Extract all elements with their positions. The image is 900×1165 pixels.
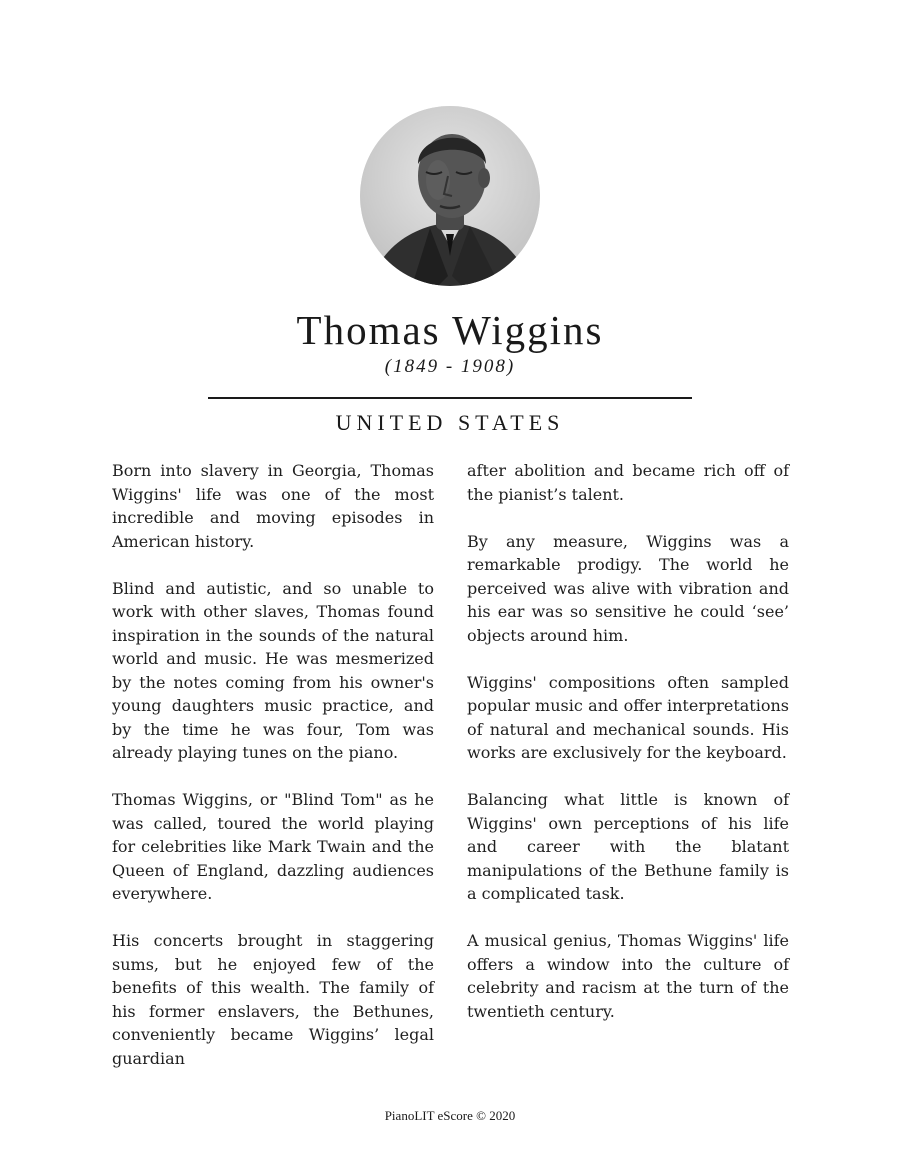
composer-country: UNITED STATES xyxy=(335,410,565,435)
footer-copyright: PianoLIT eScore © 2020 xyxy=(384,1108,516,1123)
composer-dates: (1849 - 1908) xyxy=(384,356,516,377)
biography-paragraph: His concerts brought in staggering sums, but he enjoyed few of the benefits of this wealth. The family of his former enslavers, the Bethunes, conveniently became Wiggins’ legal guardian xyxy=(112,931,434,1068)
biography-paragraph: Born into slavery in Georgia, Thomas Wiggins' life was one of the most incredible and moving episodes in American history. xyxy=(112,461,434,551)
portrait-photo-icon xyxy=(360,106,540,286)
biography-paragraph: Balancing what little is known of Wiggins' own perceptions of his life and career with the blatant manipulations of the Bethune family is a complicated task. xyxy=(467,790,789,903)
biography-paragraph: By any measure, Wiggins was a remarkable prodigy. The world he perceived was alive with vibration and his ear was so sensitive he could ‘see’ objects around him. xyxy=(467,531,789,645)
composer-name: Thomas Wiggins xyxy=(296,307,604,353)
biography-left-column xyxy=(112,459,434,1094)
biography-paragraph: A musical genius, Thomas Wiggins' life offers a window into the culture of celebrity and racism at the turn of the twentieth century. xyxy=(467,931,789,1021)
biography-paragraph: after abolition and became rich off of the pianist’s talent. xyxy=(467,461,789,504)
biography-paragraph: Blind and autistic, and so unable to work with other slaves, Thomas found inspiration in the sounds of the natural world and music. He was mesmerized by the notes coming from his owner's young daughters music practice, and by the time he was four, Tom was already playing tunes on the piano. xyxy=(112,578,434,762)
divider-line xyxy=(208,397,692,399)
portrait-photo xyxy=(360,106,540,286)
biography-right-column xyxy=(467,459,789,1047)
biography-paragraph: Thomas Wiggins, or "Blind Tom" as he was called, toured the world playing for celebrities like Mark Twain and the Queen of England, dazzling audiences everywhere. xyxy=(112,790,434,903)
biography-paragraph: Wiggins' compositions often sampled popular music and offer interpretations of natural and mechanical sounds. His works are exclusively for the keyboard. xyxy=(467,672,789,762)
